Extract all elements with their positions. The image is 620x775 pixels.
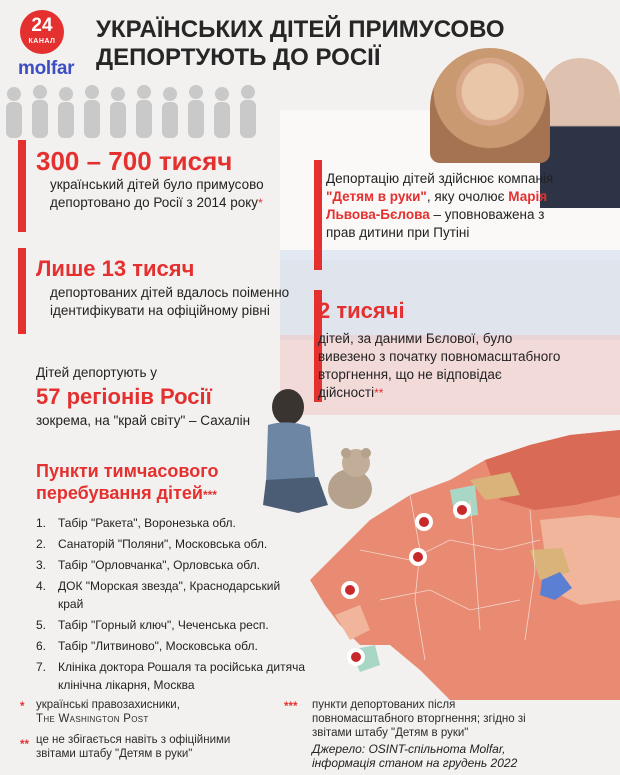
- accent-bar: [314, 160, 322, 270]
- operator-text-a: Депортацію дітей здійснює компанія: [326, 171, 554, 186]
- stat-deported-total-text: український дітей було примусово депортовано до Росії з 2014 року: [50, 177, 264, 210]
- camp-marker: [409, 548, 427, 566]
- accent-bar: [18, 248, 26, 334]
- footnote-mark: *: [258, 196, 263, 210]
- list-item-text: Клініка доктора Рошаля та російська дитяча клінічна лікарня, Москва: [58, 660, 306, 692]
- camp-marker: [347, 648, 365, 666]
- list-item-text: Табір "Ракета", Воронезька обл.: [58, 516, 236, 530]
- map-region-north: [485, 430, 620, 510]
- stat-claimed: 2 тисячі: [318, 298, 405, 323]
- list-item-number: 6.: [36, 639, 47, 653]
- channel-24-logo[interactable]: [20, 10, 64, 54]
- crowd-silhouette-illustration: [0, 78, 270, 138]
- operator-text-b: , яку очолює: [426, 189, 509, 204]
- list-item-text: Табір "Горный ключ", Чеченська респ.: [58, 618, 269, 632]
- stat-regions-lead: Дітей депортують у: [36, 365, 158, 380]
- list-item-text: Табір "Литвиново", Московська обл.: [58, 639, 258, 653]
- list-item-text: Санаторій "Поляни", Московська обл.: [58, 537, 268, 551]
- deportation-operator-desc: [326, 170, 566, 242]
- stat-identified: Лише 13 тисяч: [36, 256, 195, 281]
- page-title-line-1: УКРАЇНСЬКИХ ДІТЕЙ ПРИМУСОВО: [96, 16, 505, 43]
- camp-marker: [453, 501, 471, 519]
- list-item: [36, 637, 306, 655]
- list-item: [36, 616, 306, 634]
- list-item-number: 4.: [36, 579, 47, 593]
- list-item: [36, 535, 306, 553]
- footnote-mark: **: [374, 386, 384, 400]
- photo-lvova-belova: [430, 48, 550, 163]
- footnote-1: [36, 698, 246, 726]
- channel-label: КАНАЛ: [28, 38, 56, 45]
- list-item-number: 5.: [36, 618, 47, 632]
- footnote-1-mark: *: [20, 701, 25, 713]
- page-title-line-2: ДЕПОРТУЮТЬ ДО РОСІЇ: [96, 44, 381, 71]
- list-item-number: 1.: [36, 516, 47, 530]
- stat-deported-total-desc: [50, 176, 290, 212]
- camps-title-text: Пункти тимчасового перебування дітей: [36, 461, 219, 503]
- footnote-3-mark: ***: [284, 701, 298, 713]
- list-item: [36, 577, 306, 613]
- list-item: [36, 556, 306, 574]
- stat-claimed-text: дітей, за даними Бєлової, було вивезено з початку повномасштабного вторгнення, що не відповідає дійсності: [318, 331, 561, 400]
- operator-person: Марія Львова-Бєлова: [326, 189, 548, 222]
- stat-regions-desc: зокрема, на "край світу" – Сахалін: [36, 413, 251, 428]
- source-note: [312, 742, 572, 770]
- list-item-text: ДОК "Морская звезда", Краснодарський край: [58, 579, 281, 611]
- molfar-logo[interactable]: molfar: [18, 58, 75, 79]
- footnote-1-line-b: The Washington Post: [36, 713, 149, 725]
- operator-text-c: – уповноважена з прав дитини при Путіні: [326, 207, 545, 240]
- accent-bar: [18, 140, 26, 232]
- camp-marker: [341, 581, 359, 599]
- stat-deported-total: 300 – 700 тисяч: [36, 146, 233, 176]
- footnote-2-mark: **: [20, 739, 29, 751]
- list-item-text: Табір "Орловчанка", Орловська обл.: [58, 558, 260, 572]
- list-item: [36, 514, 306, 532]
- camp-marker: [415, 513, 433, 531]
- list-item-number: 2.: [36, 537, 47, 551]
- stat-identified-desc: депортованих дітей вдалось поіменно ідентифікувати на офіційному рівні: [50, 285, 290, 318]
- channel-number: 24: [31, 15, 53, 36]
- list-item-number: 3.: [36, 558, 47, 572]
- footnote-mark: ***: [202, 488, 217, 502]
- camps-title: [36, 460, 276, 506]
- camps-list: [36, 514, 306, 697]
- operator-company: "Детям в руки": [326, 189, 427, 204]
- stat-regions: 57 регіонів Росії: [36, 384, 212, 409]
- footnote-1-line-a: українські правозахисники,: [36, 699, 180, 711]
- background-flag-blue: [280, 250, 620, 340]
- footnote-2: це не збігається навіть з офіційними звітами штабу "Детям в руки": [36, 734, 231, 760]
- list-item: [36, 658, 306, 694]
- list-item-number: 7.: [36, 660, 47, 674]
- child-with-teddy-illustration: [258, 385, 388, 525]
- source-line-a: Джерело: OSINT-спільнота Molfar,: [312, 742, 506, 756]
- footnote-3: пункти депортованих після повномасштабного вторгнення; згідно зі звітами штабу "Детям в руки": [312, 699, 526, 739]
- source-line-b: інформація станом на грудень 2022: [312, 756, 518, 770]
